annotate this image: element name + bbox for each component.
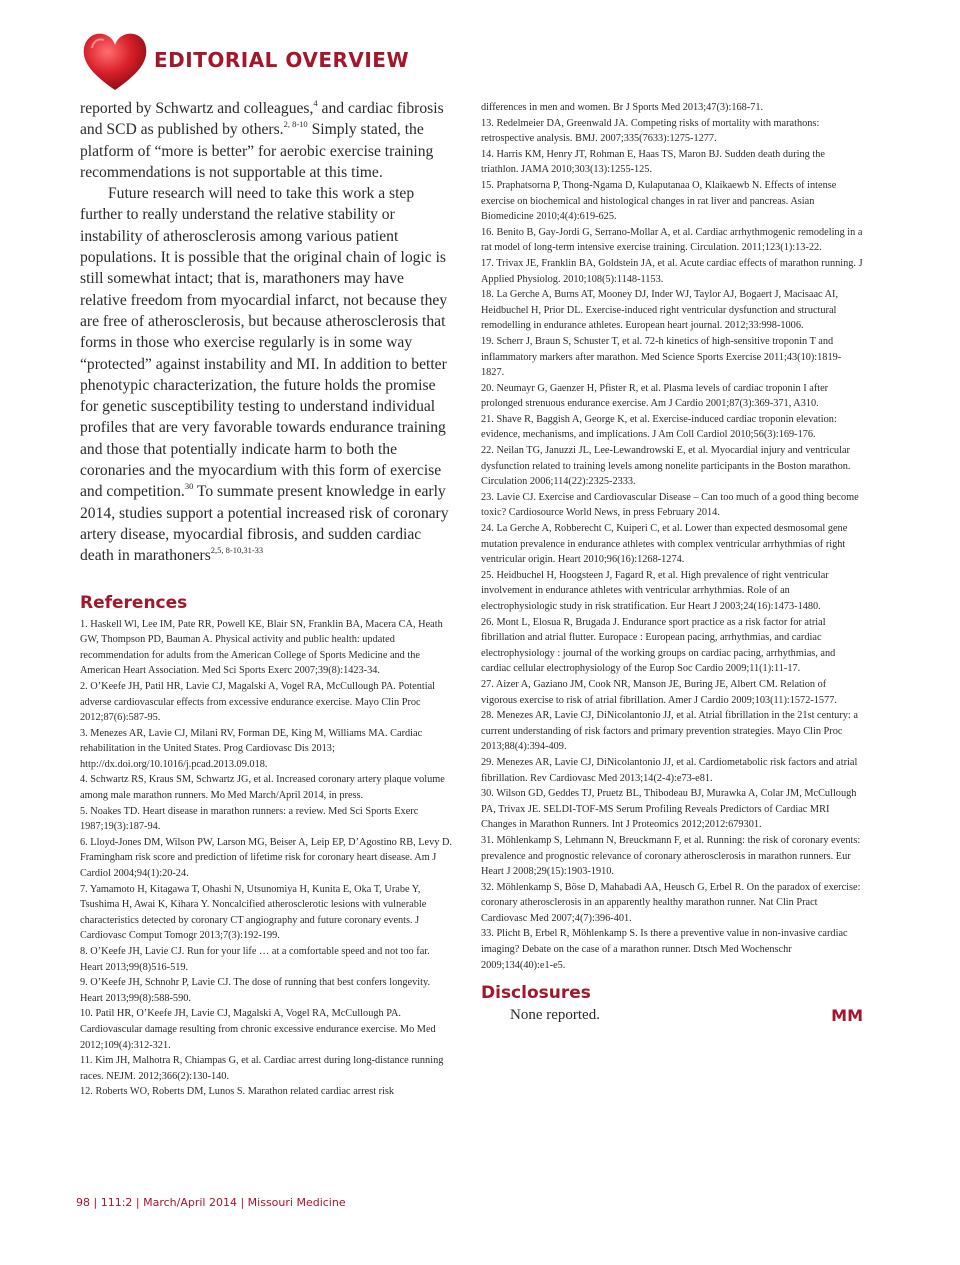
end-mark: MM xyxy=(831,1006,863,1026)
disclosures-heading: Disclosures xyxy=(481,983,591,1004)
reference-item: 3. Menezes AR, Lavie CJ, Milani RV, Forman DE, King M, Williams MA. Cardiac rehabilitation in the United States. Prog Cardiovasc Dis 2013; http://dx.doi.org/10.1016/j.pcad.2013.09.018. xyxy=(80,727,423,770)
reference-item: 4. Schwartz RS, Kraus SM, Schwartz JG, et al. Increased coronary artery plaque volume among male marathon runners. Mo Med March/April 2014, in press. xyxy=(80,774,445,802)
references-heading: References xyxy=(80,592,188,613)
reference-item: 24. La Gerche A, Robberecht C, Kuiperi C, et al. Lower than expected desmosomal gene mutation prevalence in endurance athletes with complex ventricular arrhythmias of right ventricular origin. Heart 2010;96(16):1268-1274. xyxy=(481,523,848,566)
reference-item: 9. O’Keefe JH, Schnohr P, Lavie CJ. The dose of running that best confers longevity. Heart 2013;99(8):588-590. xyxy=(80,977,431,1004)
citation-superscript: 2, 8-10 xyxy=(283,119,308,130)
reference-item: 11. Kim JH, Malhotra R, Chiampas G, et al. Cardiac arrest during long-distance running races. NEJM. 2012;366(2):130-140. xyxy=(80,1055,444,1082)
body-text-run: Future research will need to take this work a step further to really understand the relative stability or instability of atherosclerosis among various patient populations. It is possible that the original chain of logic is still somewhat intact; that is, marathoners may have relative freedom from myocardial infarct, not because they are free of atherosclerosis, but because atherosclerosis that forms in those who exercise regularly is in some way “protected” against instability and MI. In addition to better phenotypic characterization, the future holds the promise for genetic susceptibility testing to understand individual profiles that are very favorable towards endurance training and those that potentially indicate harm to both the coronaries and the myocardium with this form of exercise and competition. xyxy=(80,185,448,501)
body-text-run: and cardiac fibrosis and SCD as published by others. xyxy=(80,100,444,139)
reference-item: 31. Möhlenkamp S, Lehmann N, Breuckmann F, et al. Running: the risk of coronary events: prevalence and prognostic relevance of coronary atherosclerosis in marathon runners. Eur Heart J 2008;29(15):1903-1910. xyxy=(481,834,861,878)
left-column xyxy=(80,98,454,1100)
reference-item: 20. Neumayr G, Gaenzer H, Pfister R, et al. Plasma levels of cardiac troponin I after prolonged strenuous endurance exercise. Am J Cardio 2001;87(3):369-371, A310. xyxy=(481,382,829,410)
reference-item: 8. O’Keefe JH, Lavie CJ. Run for your life … at a comfortable speed and not too far. Heart 2013;99(8)516-519. xyxy=(80,946,430,973)
reference-item: 7. Yamamoto H, Kitagawa T, Ohashi N, Utsunomiya H, Kunita E, Oka T, Urabe Y, Tsushima H, Awai K, Kihara Y. Noncalcified atherosclerotic lesions with vulnerable characteristics detected by coronary CT angiography and future coronary events. J Cardiovasc Comput Tomogr 2013;7(3):192-199. xyxy=(80,883,427,942)
article-body xyxy=(80,98,454,567)
reference-item: 10. Patil HR, O’Keefe JH, Lavie CJ, Magalski A, Vogel RA, McCullough PA. Cardiovascular damage resulting from chronic excessive endurance exercise. Mo Med 2012;109(4):312-321. xyxy=(80,1008,436,1051)
reference-item: 33. Plicht B, Erbel R, Möhlenkamp S. Is there a preventive value in non-invasive cardiac imaging? Debate on the case of a marathon runner. Dtsch Med Wochenschr 2009;134(40):e1-e5. xyxy=(481,928,848,971)
reference-item: 30. Wilson GD, Geddes TJ, Pruetz BL, Thibodeau BJ, Murawka A, Colar JM, McCullough PA, Trivax JE. SELDI-TOF-MS Serum Profiling Reveals Predictors of Cardiac MRI Changes in Marathon Runners. Int J Proteomics 2012;2012:679301. xyxy=(481,788,857,831)
citation-superscript: 4 xyxy=(313,98,318,108)
reference-item: 23. Lavie CJ. Exercise and Cardiovascular Disease – Can too much of a good thing become toxic? Cardiosource World News, in press February 2014. xyxy=(481,491,859,519)
reference-list-right xyxy=(481,100,863,973)
reference-item: 14. Harris KM, Henry JT, Rohman E, Haas TS, Maron BJ. Sudden death during the triathlon. JAMA 2010;303(13):1255-125. xyxy=(481,148,825,176)
reference-list-left xyxy=(80,617,454,1100)
reference-item: 22. Neilan TG, Januzzi JL, Lee-Lewandrowski E, et al. Myocardial injury and ventricular dysfunction related to training levels among nonelite participants in the Boston marathon. Circulation 2006;114(22):2325-2333. xyxy=(481,445,851,488)
reference-item: 17. Trivax JE, Franklin BA, Goldstein JA, et al. Acute cardiac effects of marathon running. J Applied Physiolog. 2010;108(5):1148-1153. xyxy=(481,257,863,285)
reference-item: 1. Haskell Wl, Lee IM, Pate RR, Powell KE, Blair SN, Franklin BA, Macera CA, Heath GW, Thompson PD, Bauman A. Physical activity and public health: updated recommendation for adults from the American College of Sports Medicine and the American Heart Association. Med Sci Sports Exerc 2007;39(8):1423-34. xyxy=(80,618,443,677)
citation-superscript: 2,5, 8-10,31-33 xyxy=(210,545,264,556)
reference-item: 5. Noakes TD. Heart disease in marathon runners: a review. Med Sci Sports Exerc 1987;19(3):187-94. xyxy=(80,805,419,833)
reference-item: 21. Shave R, Baggish A, George K, et al. Exercise-induced cardiac troponin elevation: evidence, mechanisms, and implications. J Am Coll Cardiol 2010;56(3):169-176. xyxy=(481,413,837,441)
body-text-run: Simply stated, the platform of “more is better” for aerobic exercise training recommendations is not supportable at this time. xyxy=(80,121,434,181)
reference-item: 18. La Gerche A, Burns AT, Mooney DJ, Inder WJ, Taylor AJ, Bogaert J, Macisaac AI, Heidbuchel H, Prior DL. Exercise-induced right ventricular dysfunction and structural remodelling in endurance athletes. European heart journal. 2012;33:998-1006. xyxy=(481,289,839,332)
body-text-run: To summate present knowledge in early 2014, studies support a potential increased risk of coronary artery disease, myocardial fibrosis, and sudden cardiac death in marathoners xyxy=(80,483,449,565)
page-footer: 98 | 111:2 | March/April 2014 | Missouri Medicine xyxy=(76,1196,346,1209)
body-text-run: reported by Schwartz and colleagues, xyxy=(80,100,314,117)
body-paragraph xyxy=(80,98,454,183)
reference-item: 29. Menezes AR, Lavie CJ, DiNicolantonio JJ, et al. Cardiometabolic risk factors and atrial fibrillation. Rev Cardiovasc Med 2013;14(2-4):e73-e81. xyxy=(481,756,858,784)
right-column xyxy=(481,100,863,1029)
reference-item: 27. Aizer A, Gaziano JM, Cook NR, Manson JE, Buring JE, Albert CM. Relation of vigorous exercise to risk of atrial fibrillation. Amer J Cardio 2009;103(11):1572-1577. xyxy=(481,678,837,706)
reference-item: 15. Praphatsorna P, Thong-Ngama D, Kulaputanaa O, Klaikaewb N. Effects of intense exercise on biochemical and histological changes in rat liver and pancreas. Asian Biomedicine 2010;4(4):619-625. xyxy=(481,179,837,223)
section-header xyxy=(78,26,498,96)
body-paragraph xyxy=(80,183,454,566)
reference-item: differences in men and women. Br J Sports Med 2013;47(3):168-71. xyxy=(481,102,764,113)
reference-item: 2. O’Keefe JH, Patil HR, Lavie CJ, Magalski A, Vogel RA, McCullough PA. Potential adverse cardiovascular effects from excessive endurance exercise. Mayo Clin Proc 2012;87(6):587-95. xyxy=(80,680,436,724)
citation-superscript: 30 xyxy=(184,481,194,492)
reference-item: 6. Lloyd-Jones DM, Wilson PW, Larson MG, Beiser A, Leip EP, D’Agostino RB, Levy D. Framingham risk score and prediction of lifetime risk for coronary heart disease. Am J Cardiol 2004;94(1):20-24. xyxy=(80,836,452,880)
reference-item: 13. Redelmeier DA, Greenwald JA. Competing risks of mortality with marathons: retrospective analysis. BMJ. 2007;335(7633):1275-1277. xyxy=(481,117,820,145)
reference-item: 25. Heidbuchel H, Hoogsteen J, Fagard R, et al. High prevalence of right ventricular involvement in endurance athletes with ventricular arrhythmias. Role of an electrophysiologic study in risk stratification. Eur Heart J 2003;24(16):1473-1480. xyxy=(481,569,829,612)
disclosures-row xyxy=(481,1003,863,1029)
header-title: EDITORIAL OVERVIEW xyxy=(154,48,410,72)
reference-item: 28. Menezes AR, Lavie CJ, DiNicolantonio JJ, et al. Atrial fibrillation in the 21st century: a current understanding of risk factors and primary prevention strategies. Mayo Clin Proc 2013;88(4):394-409. xyxy=(481,710,858,753)
reference-item: 26. Mont L, Elosua R, Brugada J. Endurance sport practice as a risk factor for atrial fibrillation and atrial flutter. Europace : European pacing, arrhythmias, and cardiac electrophysiology : journal of the working groups on cardiac pacing, arrhythmias, and cardiac cellular electrophysiology of the Europ Soc Cardio 2009;11(1):11-17. xyxy=(481,616,836,675)
reference-item: 32. Möhlenkamp S, Böse D, Mahabadi AA, Heusch G, Erbel R. On the paradox of exercise: coronary atherosclerosis in an apparently healthy marathon runner. Nat Clin Pract Cardiovasc Med 2007;4(7):396-401. xyxy=(481,881,861,924)
reference-item: 12. Roberts WO, Roberts DM, Lunos S. Marathon related cardiac arrest risk xyxy=(80,1086,395,1098)
reference-item: 16. Benito B, Gay-Jordi G, Serrano-Mollar A, et al. Cardiac arrhythmogenic remodeling in a rat model of long-term intensive exercise training. Circulation. 2011;123(1):13-22. xyxy=(481,226,863,254)
heart-icon xyxy=(78,26,152,94)
disclosures-text: None reported. xyxy=(510,1007,600,1024)
reference-item: 19. Scherr J, Braun S, Schuster T, et al. 72-h kinetics of high-sensitive troponin T and inflammatory markers after marathon. Med Science Sports Exercise 2011;43(10):1819-1827. xyxy=(481,335,842,379)
